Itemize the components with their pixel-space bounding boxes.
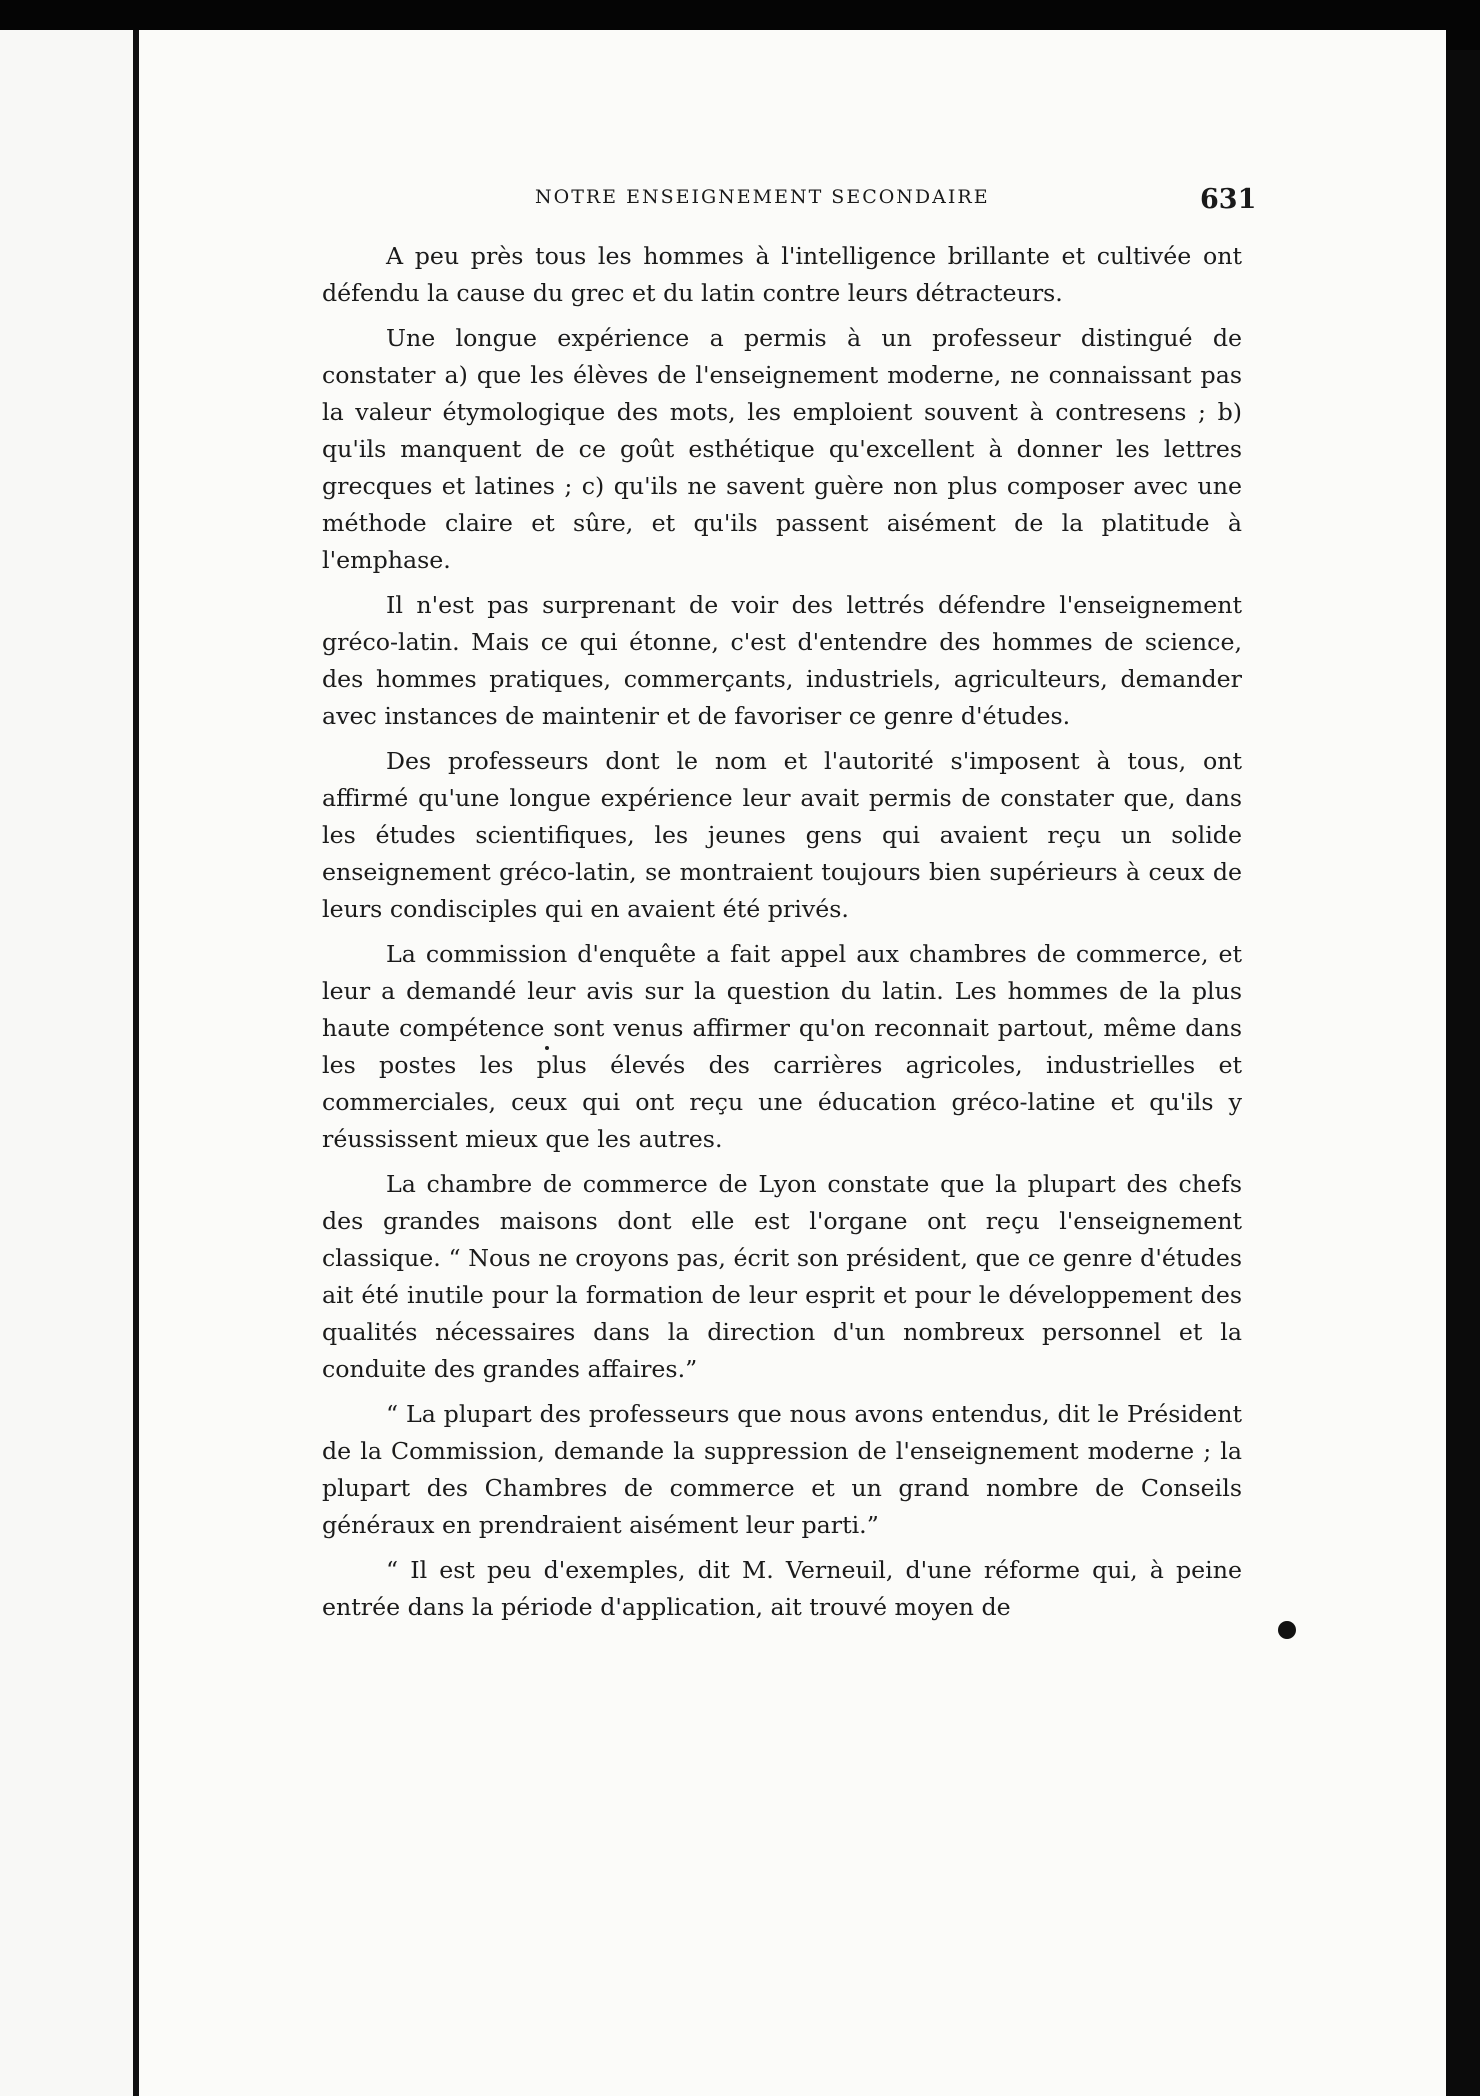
- paragraph: Des professeurs dont le nom et l'autorité s'imposent à tous, ont affirmé qu'une longue expérience leur avait permis de constater que, dans les études scientifiques, les jeunes gens qui avaient reçu un solide enseignement gréco-latin, se montraient toujours bien supérieurs à ceux de leurs condisciples qui en avaient été privés.: [322, 747, 1242, 923]
- paragraph: La chambre de commerce de Lyon constate que la plupart des chefs des grandes maisons dont elle est l'organe ont reçu l'enseignement classique. “ Nous ne croyons pas, écrit son président, que ce genre d'études ait été inutile pour la formation de leur esprit et pour le développement des qualités nécessaires dans la direction d'un nombreux personnel et la conduite des grandes affaires.”: [322, 1170, 1242, 1383]
- paragraph: “ Il est peu d'exemples, dit M. Verneuil, d'une réforme qui, à peine entrée dans la période d'application, ait trouvé moyen de: [322, 1556, 1242, 1621]
- paragraph: “ La plupart des professeurs que nous avons entendus, dit le Président de la Commission, demande la suppression de l'enseignement moderne ; la plupart des Chambres de commerce et un grand nombre de Conseils généraux en prendraient aisément leur parti.”: [322, 1400, 1242, 1539]
- body-text: [322, 238, 1242, 1634]
- ink-speck: [545, 1046, 549, 1050]
- running-title: NOTRE ENSEIGNEMENT SECONDAIRE: [535, 186, 990, 208]
- paragraph: Il n'est pas surprenant de voir des lettrés défendre l'enseignement gréco-latin. Mais ce qui étonne, c'est d'entendre des hommes de science, des hommes pratiques, commerçants, industriels, agriculteurs, demander avec instances de maintenir et de favoriser ce genre d'études.: [322, 591, 1242, 730]
- paragraph: Une longue expérience a permis à un professeur distingué de constater a) que les élèves de l'enseignement moderne, ne connaissant pas la valeur étymologique des mots, les emploient souvent à contresens ; b) qu'ils manquent de ce goût esthétique qu'excellent à donner les lettres grecques et latines ; c) qu'ils ne savent guère non plus composer avec une méthode claire et sûre, et qu'ils passent aisément de la platitude à l'emphase.: [322, 324, 1242, 574]
- page-edge-shadow: [1446, 50, 1480, 2096]
- facing-page-edge: [0, 30, 133, 2096]
- page-number: 631: [1200, 184, 1257, 215]
- paragraph: A peu près tous les hommes à l'intelligence brillante et cultivée ont défendu la cause du grec et du latin contre leurs détracteurs.: [322, 242, 1242, 307]
- margin-ink-dot: [1278, 1621, 1296, 1639]
- paragraph: La commission d'enquête a fait appel aux chambres de commerce, et leur a demandé leur avis sur la question du latin. Les hommes de la plus haute compétence sont venus affirmer qu'on reconnait partout, même dans les postes les plus élevés des carrières agricoles, industrielles et commerciales, ceux qui ont reçu une éducation gréco-latine et qu'ils y réussissent mieux que les autres.: [322, 940, 1242, 1153]
